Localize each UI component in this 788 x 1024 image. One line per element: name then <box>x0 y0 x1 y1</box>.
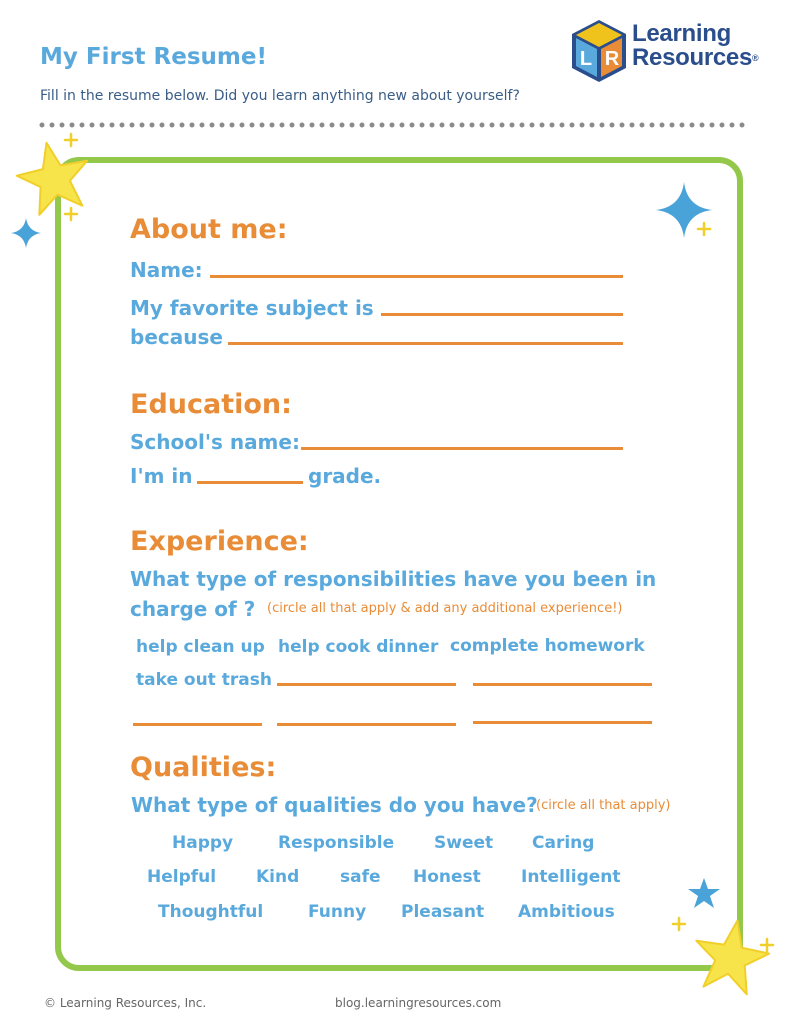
logo-line2: Resources <box>632 44 753 71</box>
quality-option-pleasant[interactable]: Pleasant <box>401 902 485 922</box>
experience-option-complete-homework[interactable]: complete homework <box>450 636 645 656</box>
experience-question-line2: charge of ? <box>130 597 256 621</box>
experience-option-take-out-trash[interactable]: take out trash <box>136 670 272 690</box>
education-heading: Education: <box>130 389 292 420</box>
quality-option-kind[interactable]: Kind <box>256 867 300 887</box>
quality-option-responsible[interactable]: Responsible <box>278 833 395 853</box>
experience-instruction: (circle all that apply & add any additional experience!) <box>267 601 623 616</box>
subject-answer-line[interactable] <box>381 313 623 316</box>
logo-line1: Learning <box>632 20 731 47</box>
grade-answer-line[interactable] <box>197 481 303 484</box>
quality-option-happy[interactable]: Happy <box>172 833 234 853</box>
experience-option-help-clean-up[interactable]: help clean up <box>136 637 265 657</box>
experience-question-line1: What type of responsibilities have you been in <box>130 567 657 591</box>
footer-url[interactable]: blog.learningresources.com <box>335 996 502 1010</box>
qualities-instruction: (circle all that apply) <box>536 798 671 813</box>
quality-option-sweet[interactable]: Sweet <box>434 833 494 853</box>
logo-cube-icon <box>570 18 628 84</box>
yellow-star-icon <box>14 138 94 218</box>
name-answer-line[interactable] <box>210 275 623 278</box>
experience-blank-line[interactable] <box>277 723 456 726</box>
experience-blank-line[interactable] <box>473 721 652 724</box>
logo-monogram-l: L <box>579 48 593 70</box>
learning-resources-logo <box>570 18 780 88</box>
quality-option-safe[interactable]: safe <box>340 867 381 887</box>
sparkle-plus-icon <box>64 207 78 221</box>
experience-blank-line[interactable] <box>277 683 456 686</box>
name-label: Name: <box>130 258 203 282</box>
quality-option-thoughtful[interactable]: Thoughtful <box>158 902 264 922</box>
quality-option-helpful[interactable]: Helpful <box>147 867 217 887</box>
qualities-heading: Qualities: <box>130 752 277 783</box>
blue-sparkle-icon <box>11 218 41 248</box>
quality-option-honest[interactable]: Honest <box>413 867 481 887</box>
yellow-star-icon <box>690 916 772 998</box>
experience-option-help-cook-dinner[interactable]: help cook dinner <box>278 637 439 657</box>
blue-star-icon <box>686 876 722 912</box>
experience-heading: Experience: <box>130 526 309 557</box>
sparkle-plus-icon <box>760 938 774 952</box>
logo-monogram-r: R <box>604 48 620 70</box>
school-label: School's name: <box>130 430 300 454</box>
footer-copyright: © Learning Resources, Inc. <box>44 996 207 1010</box>
page-subtitle: Fill in the resume below. Did you learn anything new about yourself? <box>40 88 520 104</box>
quality-option-ambitious[interactable]: Ambitious <box>518 902 615 922</box>
sparkle-plus-icon <box>672 917 686 931</box>
qualities-question: What type of qualities do you have? <box>131 793 538 817</box>
grade-suffix: grade. <box>308 464 382 488</box>
page-title: My First Resume! <box>40 44 267 70</box>
logo-wordmark <box>632 22 758 70</box>
sparkle-plus-icon <box>64 133 78 147</box>
experience-blank-line[interactable] <box>133 723 262 726</box>
quality-option-intelligent[interactable]: Intelligent <box>521 867 621 887</box>
quality-option-caring[interactable]: Caring <box>532 833 595 853</box>
experience-blank-line[interactable] <box>473 683 652 686</box>
because-answer-line[interactable] <box>228 342 623 345</box>
dotted-divider <box>38 121 752 129</box>
sparkle-plus-icon <box>697 222 711 236</box>
because-label: because <box>130 325 223 349</box>
school-answer-line[interactable] <box>301 447 623 450</box>
grade-prefix: I'm in <box>130 464 193 488</box>
logo-registered: ® <box>752 53 759 63</box>
about-heading: About me: <box>130 214 288 245</box>
subject-label: My favorite subject is <box>130 296 374 320</box>
quality-option-funny[interactable]: Funny <box>308 902 367 922</box>
